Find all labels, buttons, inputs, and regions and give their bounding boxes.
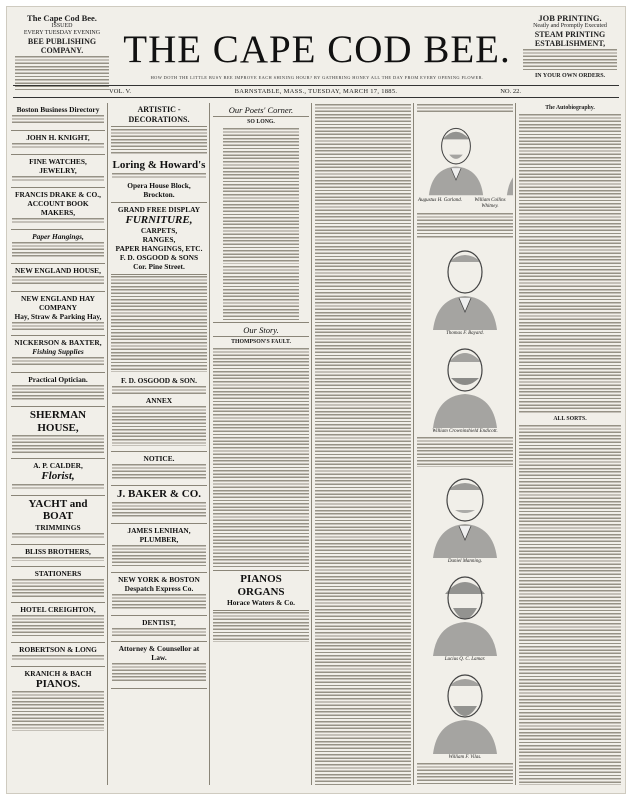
body-text xyxy=(417,213,513,239)
column-story-continued xyxy=(315,103,411,785)
column-advertisements xyxy=(111,103,207,785)
ad-knight: JOHN H. KNIGHT, xyxy=(11,131,105,155)
column-rule xyxy=(107,103,108,785)
all-sorts-head: ALL SORTS. xyxy=(553,416,587,422)
body-text xyxy=(519,425,621,785)
ad-osgood-annex: F. D. OSGOOD & SON. ANNEX xyxy=(111,374,207,452)
ad-baker: J. BAKER & CO. xyxy=(111,486,207,524)
ad-bliss: BLISS BROTHERS, xyxy=(11,545,105,567)
portrait-lamar xyxy=(419,568,511,656)
portrait-garland xyxy=(417,119,495,197)
ad-optician: Practical Optician. xyxy=(11,373,105,407)
portrait-engraving xyxy=(419,568,511,656)
portrait-caption: Augustus H. Garland. xyxy=(418,198,462,203)
portrait-engraving xyxy=(495,119,513,197)
body-text xyxy=(111,129,207,155)
ad-notice: NOTICE. xyxy=(111,452,207,486)
portrait-engraving xyxy=(419,470,511,558)
ad-stationers: STATIONERS xyxy=(11,567,105,603)
portrait-caption: Thomas F. Bayard. xyxy=(446,331,484,336)
ad-grand-display: GRAND FREE DISPLAY FURNITURE, CARPETS, RANGES, PAPER HANGINGS, ETC. F. D. OSGOOD & SONS Cor. Pine Street. xyxy=(111,203,207,276)
right-ear-body-text xyxy=(523,49,617,71)
column-rule xyxy=(311,103,312,785)
story-head: Our Story. xyxy=(213,322,309,337)
left-ear-line: ISSUED xyxy=(51,23,73,29)
column-rule xyxy=(515,103,516,785)
column-autobiography xyxy=(519,103,621,785)
column-business-directory xyxy=(11,103,105,785)
portrait-engraving xyxy=(419,340,511,428)
newspaper-sheet xyxy=(6,6,626,794)
artistic-decorations-head: ARTISTIC - DECORATIONS. xyxy=(111,103,207,127)
portrait-vilas xyxy=(419,666,511,754)
ad-new-england-house: NEW ENGLAND HOUSE, xyxy=(11,264,105,292)
portrait-engraving xyxy=(419,242,511,330)
newspaper-title: THE CAPE COD BEE. xyxy=(123,28,511,71)
right-ear-title: JOB PRINTING. xyxy=(538,13,602,23)
ad-nickerson: NICKERSON & BAXTER, Fishing Supplies xyxy=(11,336,105,373)
portrait-engraving xyxy=(419,666,511,754)
body-text xyxy=(417,104,513,114)
autobiography-head: The Autobiography. xyxy=(545,105,595,111)
ad-drake: FRANCIS DRAKE & CO., ACCOUNT BOOK MAKERS, xyxy=(11,188,105,230)
body-text xyxy=(417,437,513,467)
right-ear xyxy=(523,13,617,80)
ad-florist: A. P. CALDER, Florist, xyxy=(11,459,105,496)
ad-watches: FINE WATCHES, JEWELRY, xyxy=(11,155,105,188)
dateline-bar xyxy=(13,85,619,98)
portrait-whitney xyxy=(495,119,513,197)
column-poets-corner xyxy=(213,103,309,785)
body-text xyxy=(111,276,207,372)
place-date: BARNSTABLE, MASS., TUESDAY, MARCH 17, 1885. xyxy=(234,88,398,95)
poem-title: SO LONG. xyxy=(247,119,275,125)
portrait-engraving xyxy=(417,119,495,197)
portrait-caption: William F. Vilas. xyxy=(448,755,482,760)
directory-header: Boston Business Directory xyxy=(11,103,105,131)
right-ear-establishment: ESTABLISHMENT, xyxy=(534,39,606,49)
ad-hay-company: NEW ENGLAND HAY COMPANY Hay, Straw & Parking Hay, xyxy=(11,292,105,336)
ad-yacht: YACHT and BOAT TRIMMINGS xyxy=(11,496,105,545)
body-text xyxy=(519,114,621,414)
ad-loring-howard: Loring & Howard's Opera House Block, Brockton. xyxy=(111,157,207,203)
poem-text xyxy=(223,128,300,264)
poets-corner-head: Our Poets' Corner. xyxy=(213,103,309,117)
caption-row xyxy=(417,198,513,212)
portrait-manning xyxy=(419,470,511,558)
ad-sherman-house: SHERMAN HOUSE, xyxy=(11,407,105,459)
portrait-caption: Lucius Q. C. Lamar. xyxy=(444,657,486,662)
left-ear-line: EVERY TUESDAY EVENING xyxy=(23,30,101,37)
portrait-caption: Daniel Manning. xyxy=(447,559,483,564)
ad-express: NEW YORK & BOSTON Despatch Express Co. xyxy=(111,573,207,616)
body-text xyxy=(417,763,513,785)
ad-plumber: JAMES LENIHAN, PLUMBER, xyxy=(111,524,207,573)
portrait-caption: William Collins Whitney. xyxy=(474,198,506,209)
ad-attorney: Attorney & Counsellor at Law. xyxy=(111,642,207,689)
volume-label: VOL. V. xyxy=(109,88,131,95)
ad-pianos-organs: PIANOS ORGANS Horace Waters & Co. xyxy=(213,570,309,611)
right-ear-line: IN YOUR OWN ORDERS. xyxy=(534,73,606,80)
story-title: THOMPSON'S FAULT. xyxy=(231,339,291,345)
newspaper-motto: HOW DOTH THE LITTLE BUSY BEE IMPROVE EACH SHINING HOUR? BY GATHERING HONEY ALL THE DAY FROM EVERY OPENING FLOWER. xyxy=(150,75,484,80)
story-text xyxy=(213,348,309,568)
column-rule xyxy=(413,103,414,785)
column-cabinet-portraits xyxy=(417,103,513,785)
portrait-bayard xyxy=(419,242,511,330)
ad-dentist: DENTIST, xyxy=(111,616,207,642)
ad-pianos: KRANICH & BACH PIANOS. xyxy=(11,667,105,737)
body-text xyxy=(213,612,309,642)
issue-number: NO. 22. xyxy=(500,88,521,95)
portrait-caption: William Crowninshield Endicott. xyxy=(432,429,498,434)
left-ear-publisher: BEE PUBLISHING COMPANY. xyxy=(27,37,97,56)
ad-paper-hangings: Paper Hangings, xyxy=(11,230,105,264)
column-rule xyxy=(209,103,210,785)
ad-hotel-creighton: HOTEL CREIGHTON, xyxy=(11,603,105,643)
portrait-row xyxy=(417,116,513,198)
right-ear-line: Neatly and Promptly Executed xyxy=(533,23,607,29)
ad-robertson: ROBERTSON & LONG xyxy=(11,643,105,667)
left-ear-title: The Cape Cod Bee. xyxy=(27,13,97,23)
left-ear xyxy=(15,13,109,92)
right-ear-steam-printing: STEAM PRINTING xyxy=(534,30,606,40)
portrait-endicott xyxy=(419,340,511,428)
story-text xyxy=(315,104,411,785)
poem-text xyxy=(223,266,300,320)
